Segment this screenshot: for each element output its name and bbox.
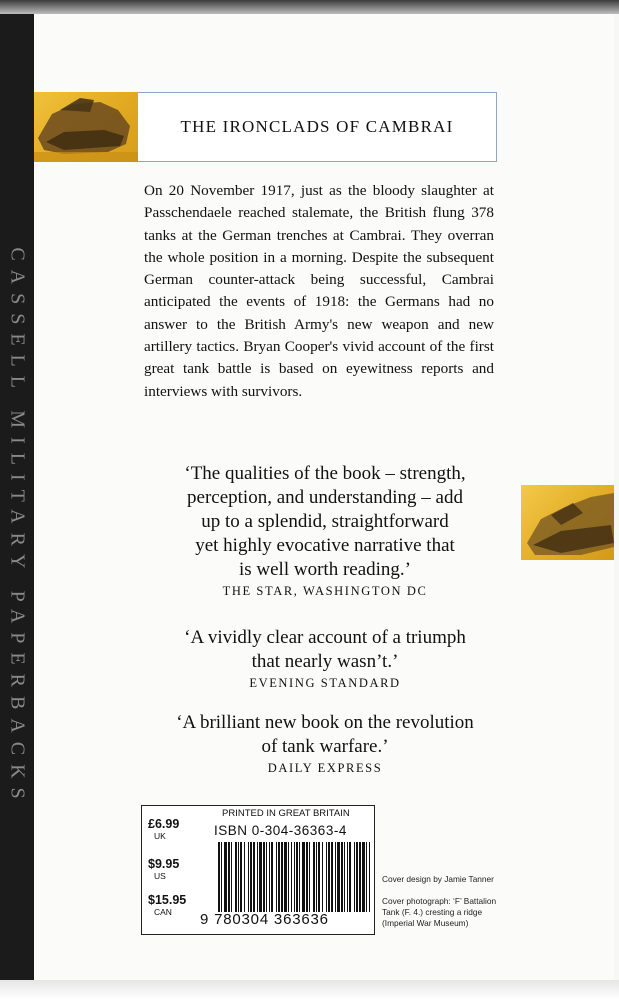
quote-line: is well worth reading.’ <box>238 559 411 580</box>
top-edge-shadow <box>0 0 619 14</box>
price-us <box>148 858 179 881</box>
tank-icon <box>521 485 614 560</box>
price-amount: £6.99 <box>148 817 180 831</box>
book-title: THE IRONCLADS OF CAMBRAI <box>180 117 454 136</box>
price-currency: US <box>154 871 166 881</box>
price-currency: CAN <box>154 907 172 917</box>
price-can <box>148 894 186 917</box>
quote-line: yet highly evocative narrative that <box>195 535 455 556</box>
price-currency: UK <box>154 831 166 841</box>
tank-thumbnail-side <box>521 485 614 560</box>
quote-line: ‘A brilliant new book on the revolution <box>176 712 474 733</box>
title-box <box>138 92 497 162</box>
printed-in-label: PRINTED IN GREAT BRITAIN <box>222 808 350 819</box>
quote-line: up to a splendid, straightforward <box>201 511 449 532</box>
quote-line: that nearly wasn’t.’ <box>251 651 399 672</box>
book-blurb <box>144 180 494 403</box>
cover-design-credit: Cover design by Jamie Tanner <box>382 874 494 884</box>
book-spine <box>0 14 34 980</box>
quote-line: ‘A vividly clear account of a triumph <box>184 627 466 648</box>
price-amount: $9.95 <box>148 857 180 871</box>
quote-line: perception, and understanding – add <box>187 487 463 508</box>
barcode-icon <box>218 842 370 912</box>
blurb-text: On 20 November 1917, just as the bloody slaughter at Passchendaele reached stalemate, the British flung 378 tanks at the German trenches at Cambrai. They overran the whole position in a morning. Despite the subsequent German counter-attack being successful, Cambrai anticipated the events of 1918: the Germans had no answer to the British Army's new weapon and new artillery tactics. Bryan Cooper's vivid account of the first great tank battle is based on eyewitness reports and interviews with survivors. <box>144 182 494 400</box>
spine-series-label: CASSELL MILITARY PAPERBACKS <box>6 247 29 808</box>
review-quote-3 <box>140 711 510 776</box>
isbn-number: ISBN 0-304-36363-4 <box>214 823 347 838</box>
review-quote-1 <box>140 462 510 599</box>
quote-source: DAILY EXPRESS <box>267 761 383 775</box>
review-quote-2 <box>140 626 510 691</box>
bottom-edge <box>0 980 619 1000</box>
barcode-digits: 9 780304 363636 <box>200 911 329 928</box>
quote-source: EVENING STANDARD <box>249 676 401 690</box>
price-amount: $15.95 <box>148 893 187 907</box>
price-uk <box>148 818 179 841</box>
quote-line: of tank warfare.’ <box>261 736 389 757</box>
tank-thumbnail-title <box>34 92 138 162</box>
barcode-box <box>141 805 375 935</box>
quote-source: THE STAR, WASHINGTON DC <box>222 584 428 598</box>
cover-photo-credit: Cover photograph: ‘F’ Battalion Tank (F. 4.) cresting a ridge (Imperial War Museum) <box>382 896 497 928</box>
quote-line: ‘The qualities of the book – strength, <box>184 463 466 484</box>
tank-icon <box>34 92 138 162</box>
